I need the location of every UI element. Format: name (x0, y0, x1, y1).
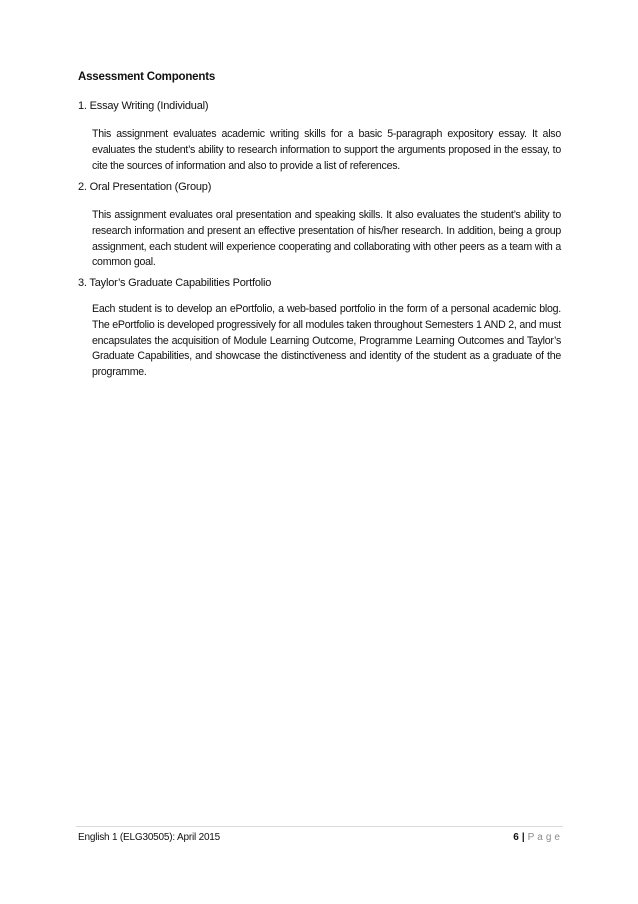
section-title-portfolio: 3. Taylor’s Graduate Capabilities Portfolio (78, 277, 272, 289)
page-number: 6 (513, 832, 519, 843)
section-body-portfolio: Each student is to develop an ePortfolio, a web-based portfolio in the form of a personal academic blog. The ePortfolio is developed progressively for all modules taken throughout Semesters 1 AND 2, and must encapsulates the acquisition of Module Learning Outcome, Programme Learning Outcomes and Taylor’s Graduate Capabilities, and showcase the distinctiveness and identity of the student as a graduate of the programme. (92, 303, 561, 379)
footer-separator: | (521, 832, 525, 843)
section-title-oral-presentation: 2. Oral Presentation (Group) (78, 181, 212, 193)
footer-page-indicator (513, 832, 563, 843)
footer-divider (76, 826, 563, 827)
section-title-essay-writing: 1. Essay Writing (Individual) (78, 100, 209, 112)
section-heading: Assessment Components (78, 71, 216, 83)
section-body-essay-writing: This assignment evaluates academic writing skills for a basic 5-paragraph expository essay. It also evaluates the student’s ability to research information to support the arguments proposed in the essay, to cite the sources of information and also to provide a list of references. (92, 128, 561, 172)
page-label: Page (527, 832, 563, 843)
section-body-oral-presentation: This assignment evaluates oral presentation and speaking skills. It also evaluates the student’s ability to research information and present an effective presentation of his/her research. In addition, being a group assignment, each student will experience cooperating and collaborating with other peers as a team with a common goal. (92, 209, 561, 269)
footer-course-label: English 1 (ELG30505): April 2015 (78, 832, 221, 843)
